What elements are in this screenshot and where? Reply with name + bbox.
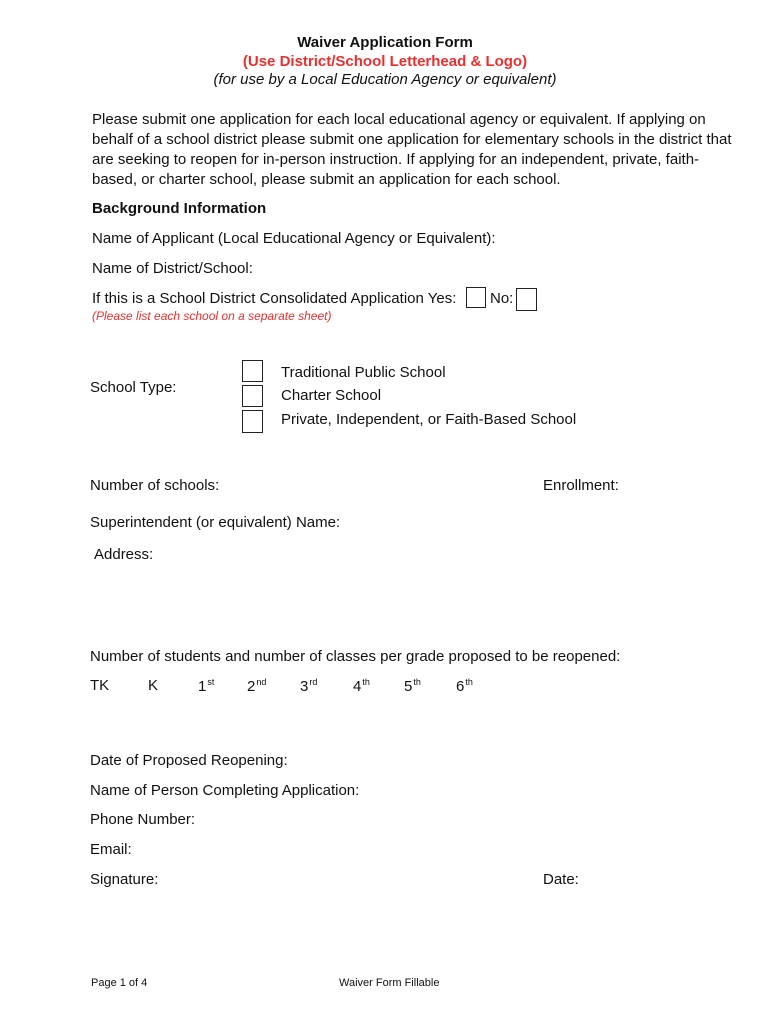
- grade-k: K: [148, 677, 159, 694]
- phone-label: Phone Number:: [90, 811, 196, 828]
- person-name-label: Name of Person Completing Application:: [90, 782, 360, 799]
- grade-1: 1st: [198, 677, 215, 695]
- grade-5: 5th: [404, 677, 421, 695]
- letterhead-note: (Use District/School Letterhead & Logo): [242, 53, 528, 70]
- grade-3: 3rd: [300, 677, 318, 695]
- date-label: Date:: [543, 871, 579, 888]
- consolidated-label: If this is a School District Consolidated Application Yes:: [92, 290, 457, 307]
- address-label: Address:: [94, 546, 154, 563]
- consolidated-no-checkbox[interactable]: [516, 288, 537, 311]
- school-type-traditional-checkbox[interactable]: [242, 360, 263, 382]
- school-type-option-private: Private, Independent, or Faith-Based School: [281, 411, 577, 428]
- students-per-grade-label: Number of students and number of classes per grade proposed to be reopened:: [90, 648, 621, 665]
- form-footer-name: Waiver Form Fillable: [339, 977, 440, 989]
- enrollment-label: Enrollment:: [543, 477, 619, 494]
- grade-tk: TK: [90, 677, 110, 694]
- num-schools-label: Number of schools:: [90, 477, 220, 494]
- email-label: Email:: [90, 841, 132, 858]
- applicant-name-label: Name of Applicant (Local Educational Agency or Equivalent):: [92, 230, 496, 247]
- reopening-date-label: Date of Proposed Reopening:: [90, 752, 288, 769]
- usage-note: (for use by a Local Education Agency or equivalent): [213, 71, 557, 88]
- school-type-label: School Type:: [90, 379, 177, 396]
- school-type-private-checkbox[interactable]: [242, 410, 263, 433]
- school-type-option-traditional: Traditional Public School: [281, 364, 446, 381]
- district-name-label: Name of District/School:: [92, 260, 253, 277]
- superintendent-label: Superintendent (or equivalent) Name:: [90, 514, 341, 531]
- school-type-charter-checkbox[interactable]: [242, 385, 263, 407]
- grade-2: 2nd: [247, 677, 267, 695]
- form-title: Waiver Application Form: [297, 34, 473, 51]
- consolidated-note: (Please list each school on a separate sheet): [92, 309, 332, 323]
- school-type-option-charter: Charter School: [281, 387, 382, 404]
- background-heading: Background Information: [92, 200, 267, 217]
- consolidated-no-label: No:: [490, 290, 514, 307]
- consolidated-yes-checkbox[interactable]: [466, 287, 486, 308]
- signature-label: Signature:: [90, 871, 159, 888]
- page-number: Page 1 of 4: [91, 977, 148, 989]
- grade-4: 4th: [353, 677, 370, 695]
- intro-paragraph: Please submit one application for each local educational agency or equivalent. If applying on behalf of a school district please submit one application for elementary schools in the district that are seeking to reopen for in-person instruction. If applying for an independent, private, faith-based, or charter school, please submit an application for each school.: [92, 111, 732, 188]
- grade-6: 6th: [456, 677, 473, 695]
